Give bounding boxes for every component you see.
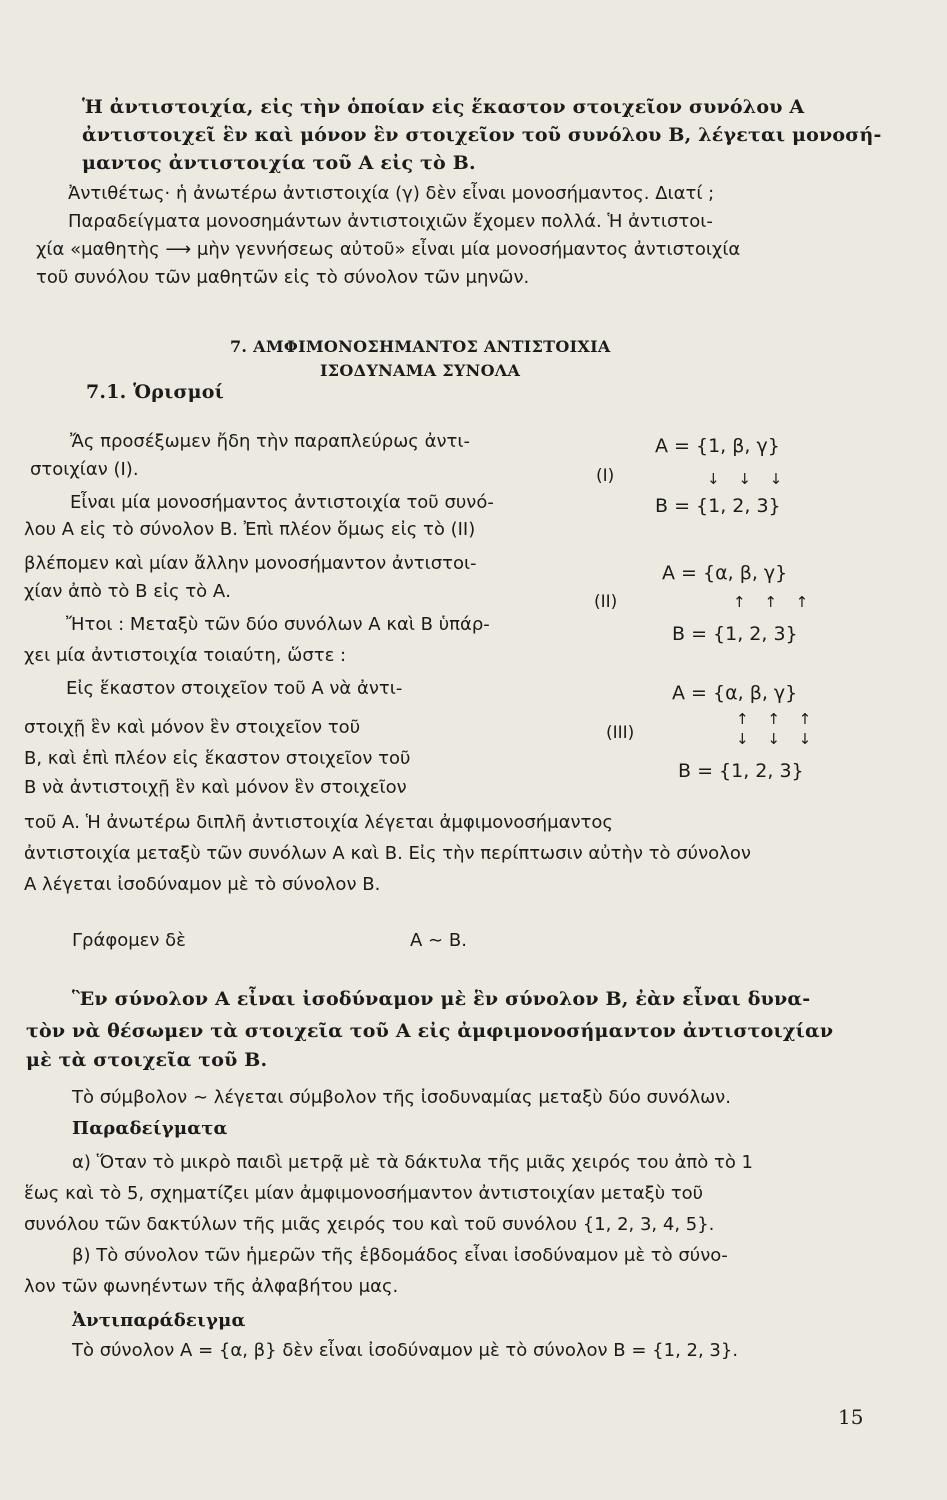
example-line: α) Ὅταν τὸ μικρὸ παιδὶ μετρᾷ μὲ τὰ δάκτυλα τῆς μιᾶς χειρός του ἀπὸ τὸ 1 (72, 1152, 754, 1173)
text-line: χει μία ἀντιστοιχία τοιαύτη, ὥστε : (24, 645, 347, 666)
diagram-2-set-b: Β = {1, 2, 3} (672, 623, 798, 645)
text-line: χίαν ἀπὸ τὸ Β εἰς τὸ Α. (24, 581, 231, 602)
diagram-1-arrows: ↓ ↓ ↓ (707, 470, 783, 488)
diagram-2-label: (II) (594, 592, 618, 612)
page-number: 15 (838, 1405, 864, 1429)
definition-line-3: μαντος ἀντιστοιχία τοῦ Α εἰς τὸ Β. (82, 152, 476, 174)
diagram-3-set-a: Α = {α, β, γ} (672, 682, 798, 704)
diagram-3-label: (III) (606, 723, 635, 743)
definition-line-2: ἀντιστοιχεῖ ἓν καὶ μόνον ἓν στοιχεῖον τοῦ συνόλου Β, λέγεται μονοσή- (82, 124, 882, 146)
text-line: τοῦ συνόλου τῶν μαθητῶν εἰς τὸ σύνολον τῶν μηνῶν. (36, 267, 530, 288)
definition-line-1: Ἓν σύνολον Α εἶναι ἰσοδύναμον μὲ ἓν σύνολον Β, ἐὰν εἶναι δυνα- (72, 988, 811, 1010)
text-line: χία «μαθητὴς ⟶ μὴν γεννήσεως αὐτοῦ» εἶναι μία μονοσήμαντος ἀντιστοιχία (36, 239, 741, 260)
example-line: ἕως καὶ τὸ 5, σχηματίζει μίαν ἀμφιμονοσήμαντον ἀντιστοιχίαν μεταξὺ τοῦ (24, 1183, 704, 1204)
write-label: Γράφομεν δὲ (72, 930, 186, 951)
diagram-1-label: (I) (596, 466, 615, 486)
definition-line-2: τὸν νὰ θέσωμεν τὰ στοιχεῖα τοῦ Α εἰς ἀμφιμονοσήμαντον ἀντιστοιχίαν (26, 1020, 834, 1042)
text-line: Β νὰ ἀντιστοιχῇ ἓν καὶ μόνον ἓν στοιχεῖον (24, 777, 407, 798)
text-line: Εἰς ἕκαστον στοιχεῖον τοῦ Α νὰ ἀντι- (66, 678, 403, 699)
equivalence-formula: Α ∼ Β. (410, 930, 467, 951)
counterexample-text: Τὸ σύνολον Α = {α, β} δὲν εἶναι ἰσοδύναμον μὲ τὸ σύνολον Β = {1, 2, 3}. (72, 1340, 739, 1361)
example-line: β) Τὸ σύνολον τῶν ἡμερῶν τῆς ἑβδομάδος εἶναι ἰσοδύναμον μὲ τὸ σύνο- (72, 1245, 728, 1266)
text-line: Ἄς προσέξωμεν ἤδη τὴν παραπλεύρως ἀντι- (70, 431, 470, 452)
diagram-2-set-a: Α = {α, β, γ} (662, 562, 788, 584)
definition-line-3: μὲ τὰ στοιχεῖα τοῦ Β. (26, 1049, 268, 1071)
diagram-3-arrows-up: ↑ ↑ ↑ (736, 710, 812, 728)
example-line: λον τῶν φωνηέντων τῆς ἀλφαβήτου μας. (24, 1276, 399, 1297)
diagram-3-set-b: Β = {1, 2, 3} (678, 760, 804, 782)
text-line: τοῦ Α. Ἡ ἀνωτέρω διπλῆ ἀντιστοιχία λέγεται ἀμφιμονοσήμαντος (24, 812, 613, 833)
text-line: Ἤτοι : Μεταξὺ τῶν δύο συνόλων Α καὶ Β ὑπάρ- (66, 614, 490, 635)
definition-line-1: Ἡ ἀντιστοιχία, εἰς τὴν ὁποίαν εἰς ἕκαστον στοιχεῖον συνόλου Α (82, 96, 805, 118)
section-heading-line-1: 7. ΑΜΦΙΜΟΝΟΣΗΜΑΝΤΟΣ ΑΝΤΙΣΤΟΙΧΙΑ (230, 337, 611, 356)
text-line: στοιχίαν (I). (30, 459, 139, 480)
examples-heading: Παραδείγματα (72, 1118, 228, 1139)
text-line: Β, καὶ ἐπὶ πλέον εἰς ἕκαστον στοιχεῖον τοῦ (24, 748, 411, 769)
text-line: Α λέγεται ἰσοδύναμον μὲ τὸ σύνολον Β. (24, 874, 381, 895)
counterexample-heading: Ἀντιπαράδειγμα (72, 1310, 246, 1331)
text-line: Εἶναι μία μονοσήμαντος ἀντιστοιχία τοῦ συνό- (70, 492, 494, 513)
section-heading-line-2: ΙΣΟΔΥΝΑΜΑ ΣΥΝΟΛΑ (320, 361, 521, 380)
text-line: Ἀντιθέτως· ἡ ἀνωτέρω ἀντιστοιχία (γ) δὲν εἶναι μονοσήμαντος. Διατί ; (68, 183, 715, 204)
text-line: ἀντιστοιχία μεταξὺ τῶν συνόλων Α καὶ Β. Εἰς τὴν περίπτωσιν αὐτὴν τὸ σύνολον (24, 843, 751, 864)
text-line: στοιχῇ ἓν καὶ μόνον ἓν στοιχεῖον τοῦ (24, 717, 361, 738)
text-line: Παραδείγματα μονοσημάντων ἀντιστοιχιῶν ἔχομεν πολλά. Ἡ ἀντιστοι- (68, 211, 713, 232)
symbol-line: Τὸ σύμβολον ∼ λέγεται σύμβολον τῆς ἰσοδυναμίας μεταξὺ δύο συνόλων. (72, 1087, 731, 1108)
example-line: συνόλου τῶν δακτύλων τῆς μιᾶς χειρός του καὶ τοῦ συνόλου {1, 2, 3, 4, 5}. (24, 1214, 715, 1235)
diagram-2-arrows: ↑ ↑ ↑ (733, 593, 809, 611)
diagram-1-set-b: Β = {1, 2, 3} (655, 495, 781, 517)
diagram-3-arrows-down: ↓ ↓ ↓ (736, 730, 812, 748)
text-line: λου Α εἰς τὸ σύνολον Β. Ἐπὶ πλέον ὅμως εἰς τὸ (II) (24, 519, 476, 540)
diagram-1-set-a: Α = {1, β, γ} (655, 435, 780, 457)
text-line: βλέπομεν καὶ μίαν ἄλλην μονοσήμαντον ἀντιστοι- (24, 553, 477, 574)
subsection-heading: 7.1. Ὁρισμοί (86, 381, 225, 403)
